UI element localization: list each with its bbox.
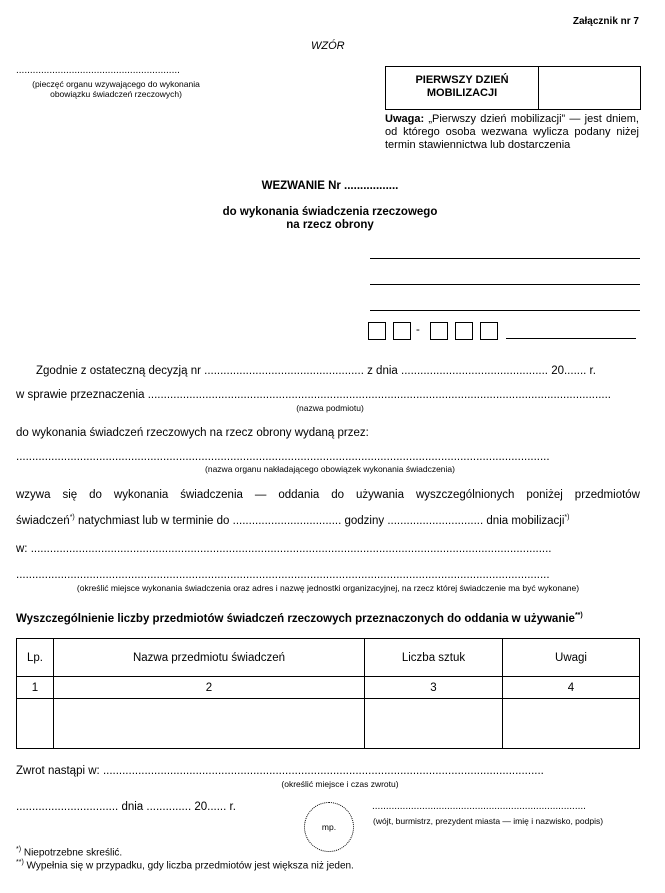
seal-circle [304, 802, 354, 852]
return-line [16, 765, 640, 777]
decision-prefix: Zgodnie z ostateczną decyzją nr [36, 365, 201, 377]
table-header-row [17, 639, 640, 677]
summons-title: WEZWANIE Nr ................. [261, 180, 399, 192]
footnote-2 [16, 859, 354, 871]
code-box-1[interactable] [368, 322, 386, 340]
stamp-caption: (pieczęć organu wzywającego do wykonania obowiązku świadczeń rzeczowych) [32, 79, 200, 99]
header-item-name: Nazwa przedmiotu świadczeń [54, 639, 365, 677]
summon-line-1: wzywa się do wykonania świadczenia — oddania do używania wyszczególnionych poniżej przedmiotów [16, 489, 640, 501]
mobilization-day-box [385, 66, 641, 110]
column-number-1: 1 [17, 677, 54, 699]
code-box-4[interactable] [455, 322, 473, 340]
purpose-field[interactable]: ................................................................................................................................................. [147, 389, 611, 401]
entry-lp[interactable] [17, 699, 54, 749]
summon-line-2 [16, 514, 640, 527]
address-line-1[interactable] [370, 258, 640, 259]
address-line-3[interactable] [370, 310, 640, 311]
date-label: dnia [121, 801, 144, 813]
return-field[interactable]: .......................................................................................................................................... [102, 765, 544, 777]
mobilization-day-label: PIERWSZY DZIEŃ MOBILIZACJI [415, 74, 509, 99]
header-lp: Lp. [17, 639, 54, 677]
footnote-2-text: Wypełnia się w przypadku, gdy liczba przedmiotów jest większa niż jeden. [23, 860, 354, 872]
return-prefix: Zwrot nastąpi w: [16, 765, 100, 777]
purpose-caption: (nazwa podmiotu) [296, 403, 364, 413]
header-quantity: Liczba sztuk [365, 639, 503, 677]
signature-field[interactable]: ............................................................................. [372, 801, 586, 812]
entry-quantity[interactable] [365, 699, 503, 749]
entry-remarks[interactable] [503, 699, 640, 749]
stamp-area [16, 66, 256, 99]
code-box-2[interactable] [393, 322, 411, 340]
table-number-row [17, 677, 640, 699]
date-field[interactable]: .............. [146, 801, 192, 813]
table-title [16, 612, 646, 625]
code-dash: - [416, 324, 420, 336]
footnote-1-text: Niepotrzebne skreślić. [21, 847, 123, 859]
return-caption: (określić miejsce i czas zwrotu) [281, 779, 399, 789]
mobilization-day-text: dnia mobilizacji [486, 514, 565, 527]
decision-date-label: z dnia [367, 365, 398, 377]
entry-item-name[interactable] [54, 699, 365, 749]
footnote-ref-1: *) [69, 514, 75, 521]
seal-label: mp. [321, 822, 337, 832]
template-label: WZÓR [311, 40, 345, 52]
address-line-2[interactable] [370, 284, 640, 285]
table-row[interactable] [17, 699, 640, 749]
header-remarks: Uwagi [503, 639, 640, 677]
decision-year: 20....... r. [551, 365, 596, 377]
items-table [16, 638, 640, 749]
place-field-1[interactable]: ................................................................................................................................................................... [30, 543, 552, 555]
mobilization-day-divider [538, 67, 539, 109]
organ-field[interactable]: ....................................................................................................................................................................... [16, 451, 550, 463]
purpose-prefix: w sprawie przeznaczenia [16, 389, 145, 401]
place-caption: (określić miejsce wykonania świadczenia oraz adres i nazwę jednostki organizacyjnej, na rzecz której świadczenie ma być wykonane) [76, 583, 580, 593]
signature-caption: (wójt, burmistrz, prezydent miasta — imię i nazwisko, podpis) [373, 816, 604, 826]
note-title: Uwaga: [385, 113, 425, 125]
summon-deadline-label: natychmiast lub w terminie do [74, 514, 230, 527]
table-title-text: Wyszczególnienie liczby przedmiotów świadczeń rzeczowych przeznaczonych do oddania w używanie [16, 612, 575, 625]
footnote-1 [16, 846, 122, 858]
date-line [16, 801, 236, 813]
note [385, 113, 639, 152]
table-title-footnote-ref: **) [574, 612, 583, 619]
column-number-3: 3 [365, 677, 503, 699]
deadline-field[interactable]: .................................. [232, 514, 342, 527]
place-field-2[interactable]: ....................................................................................................................................................................... [16, 569, 550, 581]
column-number-4: 4 [503, 677, 640, 699]
decision-line [36, 365, 640, 377]
hour-field[interactable]: .............................. [387, 514, 484, 527]
organ-caption: (nazwa organu nakładającego obowiązek wykonania świadczenia) [205, 464, 455, 474]
place-line [16, 543, 640, 555]
footnote-1-mark: *) [16, 846, 22, 853]
code-box-3[interactable] [430, 322, 448, 340]
decision-date-field[interactable]: .............................................. [401, 365, 548, 377]
summons-subtitle: do wykonania świadczenia rzeczowego na rzecz obrony [222, 206, 438, 231]
column-number-2: 2 [54, 677, 365, 699]
footnote-2-mark: **) [16, 859, 24, 866]
footnote-ref-2: *) [564, 514, 570, 521]
purpose-line [16, 389, 640, 401]
hour-label: godziny [344, 514, 385, 527]
date-year: 20...... r. [194, 801, 236, 813]
issued-by-text: do wykonania świadczeń rzeczowych na rzecz obrony wydaną przez: [16, 427, 369, 439]
summon-items-label: świadczeń [16, 514, 70, 527]
note-text: „Pierwszy dzień mobilizacji” — jest dniem, od którego osoba wezwana wylicza podany niżej termin stawiennictwa lub dostarczenia [385, 113, 639, 151]
decision-number-field[interactable]: .................................................. [204, 365, 364, 377]
place-prefix: w: [16, 543, 28, 555]
code-box-5[interactable] [480, 322, 498, 340]
place-of-issue-field[interactable]: ................................ [16, 801, 119, 813]
code-line[interactable] [506, 338, 636, 339]
stamp-dots: ........................................................... [16, 65, 180, 76]
attachment-label: Załącznik nr 7 [572, 16, 639, 27]
